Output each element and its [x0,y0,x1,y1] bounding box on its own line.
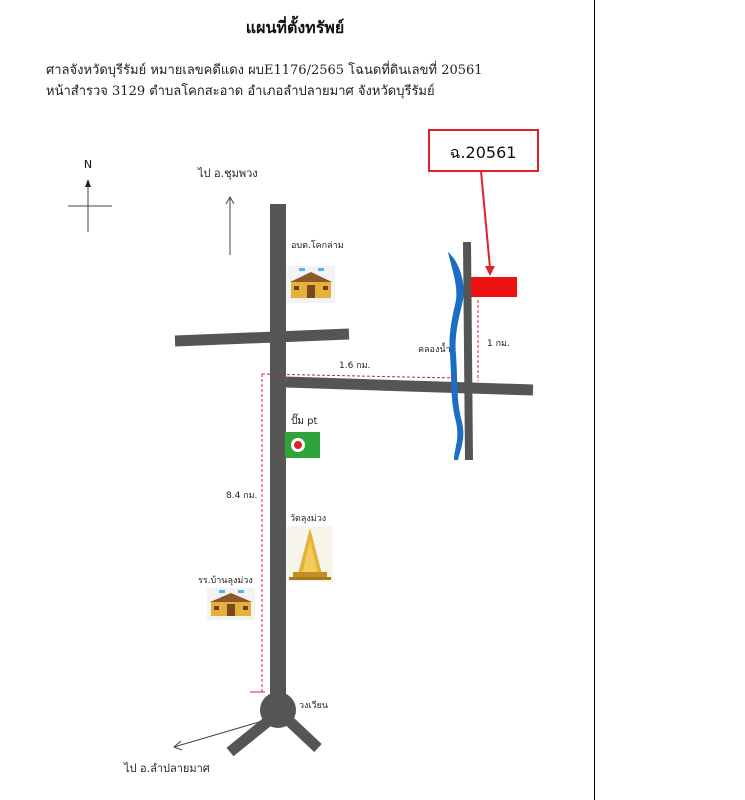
label-dist-1: 1 กม. [487,339,510,349]
callout-arrow-icon [481,171,495,276]
compass-label: N [83,158,93,171]
info-line-1: ศาลจังหวัดบุรีรัมย์ หมายเลขคดีแดง ผบE1176/2565 โฉนดที่ดินเลขที่ 20561 [46,63,483,78]
canal-road [467,242,469,460]
school-building-icon [287,266,335,303]
label-school: รร.บ้านลุงม่วง [198,576,253,586]
page-border [594,0,595,800]
canal [448,252,464,460]
deed-box-label: ฉ.20561 [449,143,517,162]
label-dist-8-4: 8.4 กม. [226,491,258,501]
roundabout-circle [260,692,296,728]
pt-gas-station-icon [285,432,320,458]
label-canal: คลองน้ำ [418,345,451,355]
school-building-icon [207,588,255,620]
label-dist-1-6: 1.6 กม. [339,361,371,371]
up-arrow-icon [226,197,234,255]
property-marker [471,277,517,297]
label-temple: วัดลุงม่วง [290,514,327,524]
label-roundabout: วงเวียน [299,701,329,711]
label-pump: ปั๊ม pt [291,416,318,427]
east-road [286,382,533,390]
info-line-2: หน้าสำรวจ 3129 ตำบลโคกสะอาด อำเภอลำปลายมาศ จังหวัดบุรีรัมย์ [46,84,435,99]
upper-cross-road [175,334,349,341]
label-to-chumphuang: ไป อ.ชุมพวง [198,167,258,180]
label-to-lamplaimat: ไป อ.ลำปลายมาศ [124,762,210,775]
label-obt: อบต.โคกล่าม [291,241,344,251]
north-arrow-icon [68,179,112,232]
temple-pagoda-icon [287,526,333,582]
page-title: แผนที่ตั้งทรัพย์ [245,18,345,37]
